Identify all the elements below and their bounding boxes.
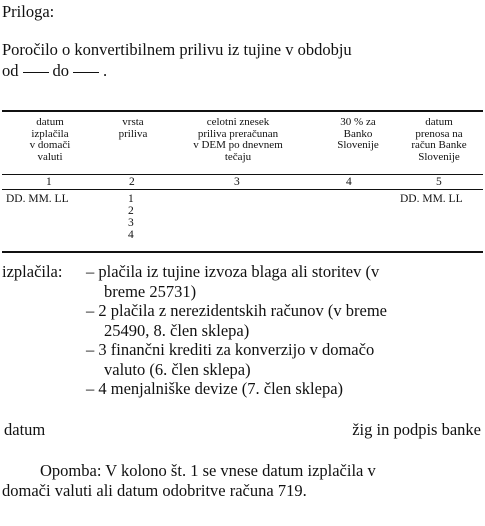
column-header-central-bank-share: 30 % za Banko Slovenije	[337, 116, 379, 151]
table-header-rule	[2, 174, 483, 175]
attachment-label: Priloga:	[2, 2, 55, 21]
column-header-transfer-date: datum prenosa na račun Banke Slovenije	[411, 116, 467, 163]
period-end: .	[103, 61, 108, 80]
transfer-date-cell: DD. MM. LL	[400, 193, 463, 205]
list-item: 1	[128, 193, 134, 205]
column-header-inflow-type: vrsta priliva	[118, 116, 148, 140]
column-number-2: 2	[129, 176, 135, 188]
legend-item-2: – 2 plačila z nerezidentskih računov (v breme 25490, 8. člen sklepa)	[86, 301, 387, 340]
column-header-payout-date: datum izplačila v domači valuti	[29, 116, 71, 163]
list-item: 2	[128, 205, 134, 217]
list-item: 4	[128, 229, 134, 241]
column-number-3: 3	[234, 176, 240, 188]
legend-item-3: – 3 finančni krediti za konverzijo v domačo valuto (6. člen sklepa)	[86, 340, 375, 379]
table-bottom-rule	[2, 251, 483, 253]
column-number-4: 4	[346, 176, 352, 188]
column-number-5: 5	[436, 176, 442, 188]
column-number-1: 1	[46, 176, 52, 188]
column-header-total-amount: celotni znesek priliva preračunan v DEM po dnevnem tečaju	[193, 116, 283, 163]
legend-item-1: – plačila iz tujine izvoza blaga ali storitev (v breme 25731)	[86, 262, 380, 301]
period-from-label: od	[2, 61, 19, 80]
reporting-period	[2, 61, 107, 81]
table-top-rule	[2, 110, 483, 112]
legend-item-4: – 4 menjalniške devize (7. člen sklepa)	[86, 379, 344, 398]
stamp-signature-label: žig in podpis banke	[352, 420, 481, 439]
inflow-type-list	[128, 193, 134, 241]
note-line-1: Opomba: V kolono št. 1 se vnese datum izplačila v	[40, 461, 376, 480]
legend-label: izplačila:	[2, 262, 63, 281]
list-item: 3	[128, 217, 134, 229]
period-to-blank	[73, 72, 99, 73]
report-title: Poročilo o konvertibilnem prilivu iz tujine v obdobju	[2, 40, 352, 59]
date-label: datum	[4, 420, 46, 439]
payout-date-cell: DD. MM. LL	[6, 193, 69, 205]
note-line-2: domači valuti ali datum odobritve računa 719.	[2, 481, 307, 500]
table-number-rule	[2, 189, 483, 190]
period-to-label: do	[52, 61, 69, 80]
period-from-blank	[23, 72, 49, 73]
legend-list	[86, 262, 387, 399]
